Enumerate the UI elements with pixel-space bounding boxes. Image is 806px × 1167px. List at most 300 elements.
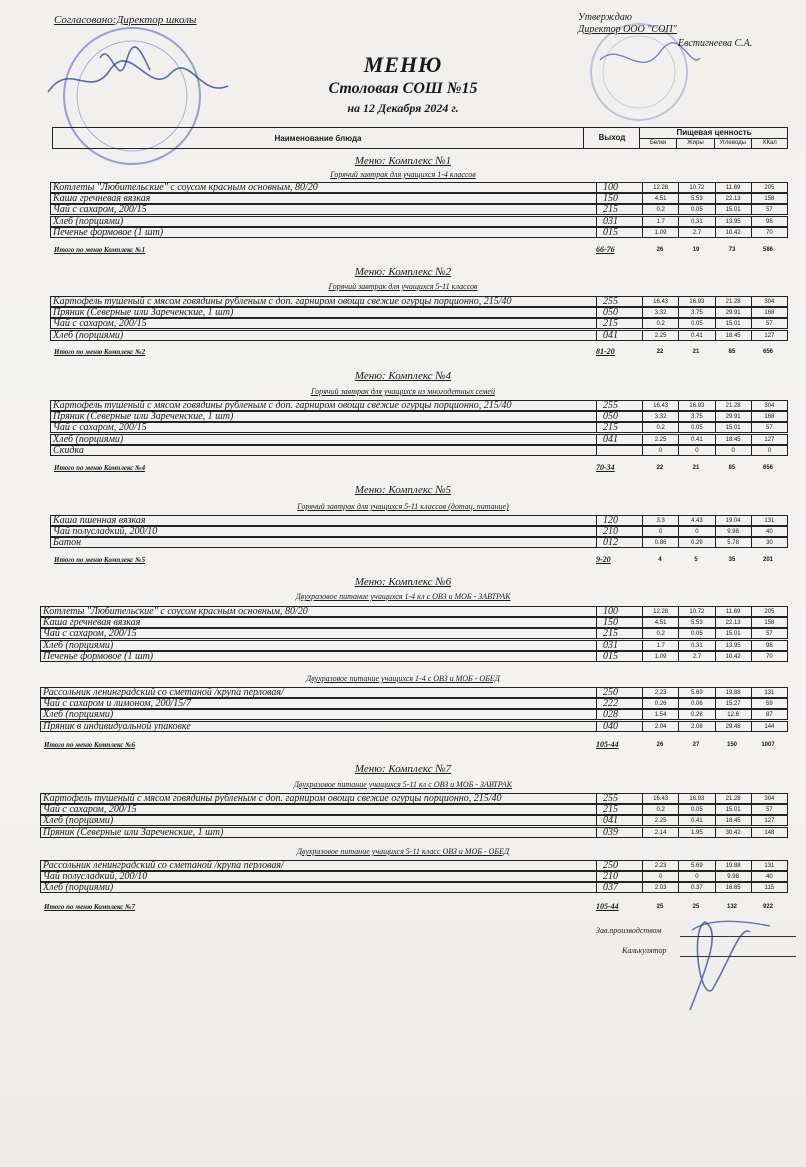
value-protein: 16.43 bbox=[643, 401, 679, 410]
col-protein: Белки bbox=[640, 139, 677, 148]
value-carbs: 13.95 bbox=[716, 217, 752, 226]
complex-title: Меню: Комплекс №7 bbox=[354, 763, 452, 775]
total-kcal: 656 bbox=[762, 349, 773, 355]
total-label: Итого по меню Комплекс №6 bbox=[44, 741, 136, 749]
total-protein: 22 bbox=[656, 349, 664, 355]
total-carbs: 73 bbox=[728, 247, 736, 253]
value-carbs: 11.69 bbox=[716, 183, 752, 192]
dish-output: 041 bbox=[596, 434, 643, 445]
value-kcal: 96 bbox=[766, 218, 773, 225]
value-kcal: 304 bbox=[764, 796, 775, 802]
dish-nutrition bbox=[642, 526, 788, 537]
dish-output: 031 bbox=[596, 216, 643, 227]
value-fat: 0.05 bbox=[679, 805, 715, 814]
value-kcal: 87 bbox=[766, 712, 773, 719]
value-fat: 0.41 bbox=[679, 435, 715, 444]
total-fat: 21 bbox=[692, 349, 700, 355]
value-kcal: 70 bbox=[766, 229, 773, 236]
value-carbs: 22.13 bbox=[716, 618, 752, 627]
dish-name: Котлеты "Любительские" с соусом красным основным, 80/20 bbox=[40, 606, 597, 617]
dish-output: 039 bbox=[596, 827, 643, 838]
value-protein: 1.09 bbox=[643, 652, 679, 661]
col-value-title: Пищевая ценность bbox=[640, 128, 788, 139]
dish-output: 150 bbox=[596, 617, 643, 628]
table-row bbox=[50, 526, 786, 536]
dish-name: Хлеб (порциями) bbox=[50, 216, 597, 227]
value-kcal: 304 bbox=[764, 299, 775, 305]
value-kcal: 168 bbox=[764, 414, 775, 421]
table-row bbox=[50, 330, 786, 340]
table-row bbox=[40, 721, 786, 731]
value-kcal: 127 bbox=[764, 818, 775, 825]
value-protein: 0.2 bbox=[643, 205, 679, 214]
dish-name: Чай с сахаром, 200/15 bbox=[50, 204, 597, 215]
dish-name: Печенье формовое (1 шт) bbox=[50, 227, 597, 238]
dish-output: 215 bbox=[596, 318, 643, 329]
value-fat: 0.28 bbox=[679, 710, 715, 719]
value-protein: 0.2 bbox=[643, 319, 679, 328]
dish-output: 100 bbox=[596, 606, 643, 617]
value-protein: 2.25 bbox=[643, 331, 679, 340]
total-carbs: 85 bbox=[728, 349, 736, 355]
sig-line-head bbox=[680, 936, 796, 937]
table-row bbox=[40, 793, 786, 803]
total-label: Итого по меню Комплекс №4 bbox=[54, 464, 146, 472]
value-carbs: 15.01 bbox=[716, 205, 752, 214]
total-label: Итого по меню Комплекс №2 bbox=[54, 348, 146, 356]
total-fat: 25 bbox=[692, 904, 700, 910]
value-carbs: 15.01 bbox=[716, 319, 752, 328]
value-kcal: 70 bbox=[766, 653, 773, 660]
value-carbs: 15.01 bbox=[716, 423, 752, 432]
value-fat: 16.93 bbox=[679, 401, 715, 410]
dish-name: Чай полусладкий, 200/10 bbox=[50, 526, 597, 537]
total-fat: 27 bbox=[692, 742, 700, 748]
dish-name: Пряник (Северные или Зареченские, 1 шт) bbox=[50, 411, 597, 422]
total-nutrition bbox=[642, 347, 786, 357]
dish-name: Пряник (Северные или Зареченские, 1 шт) bbox=[40, 827, 597, 838]
value-protein: 1.09 bbox=[643, 228, 679, 237]
value-fat: 0.31 bbox=[679, 217, 715, 226]
table-row bbox=[50, 422, 786, 432]
dish-output: 250 bbox=[596, 687, 643, 698]
total-output: 105-44 bbox=[596, 740, 619, 749]
table-row bbox=[40, 860, 786, 870]
value-carbs: 21.28 bbox=[716, 297, 752, 306]
dish-name: Каша гречневая вязкая bbox=[50, 193, 597, 204]
value-carbs: 15.01 bbox=[716, 805, 752, 814]
value-fat: 10.72 bbox=[679, 607, 715, 616]
value-fat: 0.05 bbox=[679, 205, 715, 214]
table-row bbox=[40, 628, 786, 638]
value-fat: 5.53 bbox=[679, 194, 715, 203]
dish-nutrition bbox=[642, 537, 788, 548]
total-kcal: 201 bbox=[762, 557, 773, 563]
value-fat: 0.06 bbox=[679, 699, 715, 708]
dish-output: 250 bbox=[596, 860, 643, 871]
total-output: 9-20 bbox=[596, 555, 611, 564]
menu-date: на 12 Декабря 2024 г. bbox=[347, 101, 459, 115]
dish-nutrition bbox=[642, 721, 788, 732]
total-protein: 4 bbox=[658, 557, 662, 563]
value-fat: 2.7 bbox=[679, 228, 715, 237]
value-kcal: 115 bbox=[764, 885, 775, 892]
dish-nutrition bbox=[642, 307, 788, 318]
value-protein: 2.04 bbox=[643, 722, 679, 731]
dish-name: Каша гречневая вязкая bbox=[40, 617, 597, 628]
value-kcal: 57 bbox=[766, 425, 773, 432]
col-carbs: Углеводы bbox=[715, 139, 752, 148]
value-fat: 2.7 bbox=[679, 652, 715, 661]
value-protein: 2.23 bbox=[643, 688, 679, 697]
value-fat: 10.72 bbox=[679, 183, 715, 192]
dish-nutrition bbox=[642, 687, 788, 698]
dish-output: 040 bbox=[596, 721, 643, 732]
dish-name: Хлеб (порциями) bbox=[50, 434, 597, 445]
total-fat: 21 bbox=[692, 465, 700, 471]
total-fat: 19 bbox=[692, 247, 700, 253]
complex-total bbox=[44, 740, 786, 750]
dish-nutrition bbox=[642, 651, 788, 662]
table-row bbox=[50, 515, 786, 525]
total-label: Итого по меню Комплекс №7 bbox=[44, 903, 136, 911]
dish-name: Печенье формовое (1 шт) bbox=[40, 651, 597, 662]
value-protein: 2.25 bbox=[643, 435, 679, 444]
dish-output: 037 bbox=[596, 882, 643, 893]
complex-total bbox=[54, 555, 786, 565]
dish-output bbox=[596, 445, 643, 456]
value-kcal: 40 bbox=[766, 874, 773, 881]
complex-title: Меню: Комплекс №5 bbox=[354, 484, 452, 496]
table-row bbox=[50, 193, 786, 203]
dish-output: 215 bbox=[596, 422, 643, 433]
value-protein: 0.86 bbox=[643, 538, 679, 547]
value-fat: 0.05 bbox=[679, 629, 715, 638]
dish-name: Пряник в индивидуальной упаковке bbox=[40, 721, 597, 732]
value-kcal: 127 bbox=[764, 436, 775, 443]
value-kcal: 57 bbox=[766, 207, 773, 214]
value-kcal: 148 bbox=[764, 829, 775, 836]
sig-head: Зав.производством bbox=[596, 926, 662, 935]
dish-name: Хлеб (порциями) bbox=[40, 815, 597, 826]
value-carbs: 13.95 bbox=[716, 641, 752, 650]
value-fat: 16.93 bbox=[679, 297, 715, 306]
dish-name: Картофель тушеный с мясом говядины рубленым с доп. гарниром овощи свежие огурцы порционно, 215/40 bbox=[40, 793, 597, 804]
table-row bbox=[40, 687, 786, 697]
value-kcal: 57 bbox=[766, 321, 773, 328]
value-carbs: 18.45 bbox=[716, 331, 752, 340]
value-fat: 0.41 bbox=[679, 816, 715, 825]
value-kcal: 304 bbox=[764, 403, 775, 409]
value-carbs: 15.27 bbox=[716, 699, 752, 708]
total-nutrition bbox=[642, 902, 786, 912]
table-row bbox=[50, 318, 786, 328]
value-carbs: 21.28 bbox=[716, 401, 752, 410]
section-subtitle: Двухразовое питание учащихся 5-11 класс ОВЗ и МОБ - ОБЕД bbox=[296, 847, 510, 856]
value-protein: 2.14 bbox=[643, 828, 679, 837]
total-carbs: 85 bbox=[728, 465, 736, 471]
complex-title: Меню: Комплекс №2 bbox=[354, 266, 452, 278]
total-kcal: 922 bbox=[762, 904, 773, 910]
total-output: 66-76 bbox=[596, 245, 615, 254]
value-carbs: 9.98 bbox=[716, 872, 752, 881]
dish-nutrition bbox=[642, 227, 788, 238]
value-carbs: 0 bbox=[716, 446, 752, 455]
table-row bbox=[50, 182, 786, 192]
value-protein: 16.43 bbox=[643, 794, 679, 803]
value-fat: 2.08 bbox=[679, 722, 715, 731]
value-carbs: 10.42 bbox=[716, 652, 752, 661]
complex-title: Меню: Комплекс №1 bbox=[354, 155, 452, 167]
complex-title: Меню: Комплекс №6 bbox=[354, 576, 452, 588]
dish-nutrition bbox=[642, 400, 788, 411]
value-fat: 5.53 bbox=[679, 618, 715, 627]
dish-name: Рассольник ленинградский со сметаной /крупа перловая/ bbox=[40, 860, 597, 871]
col-value-subs bbox=[640, 139, 788, 148]
table-row bbox=[50, 445, 786, 455]
value-protein: 3.32 bbox=[643, 412, 679, 421]
value-fat: 0 bbox=[679, 527, 715, 536]
table-row bbox=[50, 204, 786, 214]
total-output: 81-20 bbox=[596, 347, 615, 356]
dish-nutrition bbox=[642, 709, 788, 720]
total-label: Итого по меню Комплекс №5 bbox=[54, 556, 146, 564]
value-carbs: 29.48 bbox=[716, 722, 752, 731]
total-carbs: 35 bbox=[728, 557, 736, 563]
table-row bbox=[40, 617, 786, 627]
total-protein: 26 bbox=[656, 742, 664, 748]
dish-nutrition bbox=[642, 445, 788, 456]
value-fat: 4.43 bbox=[679, 516, 715, 525]
dish-nutrition bbox=[642, 804, 788, 815]
dish-nutrition bbox=[642, 422, 788, 433]
value-protein: 3.3 bbox=[643, 516, 679, 525]
value-protein: 12.28 bbox=[643, 607, 679, 616]
dish-output: 222 bbox=[596, 698, 643, 709]
value-kcal: 131 bbox=[764, 863, 775, 869]
value-fat: 0.05 bbox=[679, 423, 715, 432]
value-carbs: 29.91 bbox=[716, 308, 752, 317]
table-row bbox=[50, 296, 786, 306]
total-kcal: 586 bbox=[762, 247, 773, 253]
table-row bbox=[40, 882, 786, 892]
value-carbs: 5.78 bbox=[716, 538, 752, 547]
dish-nutrition bbox=[642, 827, 788, 838]
value-protein: 2.23 bbox=[643, 861, 679, 870]
table-row bbox=[40, 815, 786, 825]
dish-output: 210 bbox=[596, 526, 643, 537]
table-row bbox=[40, 871, 786, 881]
dish-nutrition bbox=[642, 411, 788, 422]
dish-name: Чай с сахаром и лимоном, 200/15/7 bbox=[40, 698, 597, 709]
table-row bbox=[50, 537, 786, 547]
value-kcal: 144 bbox=[764, 723, 775, 730]
dish-output: 050 bbox=[596, 307, 643, 318]
value-carbs: 15.01 bbox=[716, 629, 752, 638]
dish-nutrition bbox=[642, 606, 788, 617]
table-row bbox=[40, 606, 786, 616]
dish-name: Батон bbox=[50, 537, 597, 548]
total-kcal: 656 bbox=[762, 465, 773, 471]
table-header bbox=[52, 127, 788, 149]
value-carbs: 11.69 bbox=[716, 607, 752, 616]
complex-total bbox=[54, 463, 786, 473]
total-carbs: 132 bbox=[726, 904, 737, 910]
value-carbs: 9.98 bbox=[716, 527, 752, 536]
approved-left: Согласовано:Директор школы bbox=[54, 14, 197, 26]
total-protein: 26 bbox=[656, 247, 664, 253]
value-fat: 0.31 bbox=[679, 641, 715, 650]
dish-output: 041 bbox=[596, 330, 643, 341]
table-row bbox=[50, 434, 786, 444]
value-kcal: 127 bbox=[764, 332, 775, 339]
dish-nutrition bbox=[642, 628, 788, 639]
dish-name: Скидка bbox=[50, 445, 597, 456]
total-fat: 5 bbox=[694, 557, 698, 563]
dish-name: Хлеб (порциями) bbox=[50, 330, 597, 341]
dish-nutrition bbox=[642, 330, 788, 341]
value-carbs: 22.13 bbox=[716, 194, 752, 203]
dish-name: Чай с сахаром, 200/15 bbox=[50, 422, 597, 433]
value-kcal: 96 bbox=[766, 642, 773, 649]
dish-nutrition bbox=[642, 296, 788, 307]
total-nutrition bbox=[642, 740, 786, 750]
dish-nutrition bbox=[642, 871, 788, 882]
dish-name: Пряник (Северные или Зареченские, 1 шт) bbox=[50, 307, 597, 318]
total-protein: 25 bbox=[656, 904, 664, 910]
dish-name: Чай полусладкий, 200/10 bbox=[40, 871, 597, 882]
dish-name: Котлеты "Любительские" с соусом красным основным, 80/20 bbox=[50, 182, 597, 193]
dish-nutrition bbox=[642, 318, 788, 329]
value-kcal: 131 bbox=[764, 518, 775, 524]
dish-output: 150 bbox=[596, 193, 643, 204]
table-row bbox=[50, 216, 786, 226]
section-subtitle: Двухразовое питание учащихся 1-4 кл с ОВЗ и МОБ - ЗАВТРАК bbox=[295, 592, 511, 601]
dish-output: 031 bbox=[596, 640, 643, 651]
value-fat: 0.37 bbox=[679, 883, 715, 892]
value-protein: 1.54 bbox=[643, 710, 679, 719]
col-value bbox=[639, 128, 788, 148]
value-kcal: 57 bbox=[766, 631, 773, 638]
dish-name: Хлеб (порциями) bbox=[40, 882, 597, 893]
dish-output: 255 bbox=[596, 793, 643, 804]
value-fat: 0.41 bbox=[679, 331, 715, 340]
dish-nutrition bbox=[642, 216, 788, 227]
complex-total bbox=[54, 245, 786, 255]
value-protein: 16.43 bbox=[643, 297, 679, 306]
total-nutrition bbox=[642, 245, 786, 255]
value-fat: 3.75 bbox=[679, 308, 715, 317]
dish-name: Каша пшенная вязкая bbox=[50, 515, 597, 526]
dish-name: Рассольник ленинградский со сметаной /крупа перловая/ bbox=[40, 687, 597, 698]
section-subtitle: Горячий завтрак для учащихся 5-11 классов (дотац. питание) bbox=[297, 502, 509, 511]
complex-total bbox=[44, 902, 786, 912]
value-kcal: 205 bbox=[764, 185, 775, 191]
value-protein: 0 bbox=[643, 872, 679, 881]
dish-output: 050 bbox=[596, 411, 643, 422]
value-protein: 12.28 bbox=[643, 183, 679, 192]
approved-right-line2: Директор ООО "СОП" bbox=[578, 24, 677, 35]
total-output: 70-34 bbox=[596, 463, 615, 472]
value-kcal: 168 bbox=[764, 310, 775, 317]
dish-output: 215 bbox=[596, 204, 643, 215]
dish-nutrition bbox=[642, 204, 788, 215]
dish-name: Хлеб (порциями) bbox=[40, 709, 597, 720]
value-protein: 1.7 bbox=[643, 641, 679, 650]
table-row bbox=[40, 698, 786, 708]
table-row bbox=[50, 227, 786, 237]
approved-right-name: Евстигнеева С.А. bbox=[678, 38, 753, 49]
dish-name: Чай с сахаром, 200/15 bbox=[50, 318, 597, 329]
value-fat: 0.05 bbox=[679, 319, 715, 328]
dish-output: 255 bbox=[596, 296, 643, 307]
approved-right-line1: Утверждаю bbox=[578, 12, 632, 23]
school-name: Столовая СОШ №15 bbox=[328, 80, 478, 97]
value-carbs: 21.28 bbox=[716, 794, 752, 803]
value-fat: 0.29 bbox=[679, 538, 715, 547]
col-kcal: ККал bbox=[762, 140, 777, 146]
total-nutrition bbox=[642, 463, 786, 473]
table-row bbox=[40, 804, 786, 814]
value-protein: 0.2 bbox=[643, 629, 679, 638]
dish-nutrition bbox=[642, 698, 788, 709]
approved-right bbox=[578, 12, 753, 49]
value-carbs: 18.45 bbox=[716, 435, 752, 444]
value-protein: 2.03 bbox=[643, 883, 679, 892]
dish-nutrition bbox=[642, 182, 788, 193]
value-fat: 1.95 bbox=[679, 828, 715, 837]
value-fat: 3.75 bbox=[679, 412, 715, 421]
value-fat: 0 bbox=[679, 872, 715, 881]
value-fat: 5.69 bbox=[679, 688, 715, 697]
table-row bbox=[50, 400, 786, 410]
dish-nutrition bbox=[642, 640, 788, 651]
dish-output: 015 bbox=[596, 651, 643, 662]
value-kcal: 57 bbox=[766, 807, 773, 814]
value-carbs: 19.04 bbox=[716, 516, 752, 525]
value-fat: 16.93 bbox=[679, 794, 715, 803]
dish-name: Чай с сахаром, 200/15 bbox=[40, 628, 597, 639]
col-name: Наименование блюда bbox=[274, 134, 362, 143]
complex-total bbox=[54, 347, 786, 357]
dish-nutrition bbox=[642, 793, 788, 804]
dish-output: 120 bbox=[596, 515, 643, 526]
sig-calc: Калькулятор bbox=[622, 946, 667, 955]
dish-nutrition bbox=[642, 860, 788, 871]
value-carbs: 18.45 bbox=[716, 816, 752, 825]
value-protein: 1.7 bbox=[643, 217, 679, 226]
value-carbs: 12.6 bbox=[716, 710, 752, 719]
table-row bbox=[40, 651, 786, 661]
dish-nutrition bbox=[642, 882, 788, 893]
total-nutrition bbox=[642, 555, 786, 565]
section-subtitle: Горячий завтрак для учащихся из многодетных семей bbox=[311, 387, 495, 396]
value-carbs: 10.42 bbox=[716, 228, 752, 237]
value-kcal: 131 bbox=[764, 690, 775, 696]
value-carbs: 30.42 bbox=[716, 828, 752, 837]
value-kcal: 205 bbox=[764, 609, 775, 615]
value-kcal: 30 bbox=[766, 540, 773, 547]
value-protein: 2.25 bbox=[643, 816, 679, 825]
section-subtitle: Двухразовое питание учащихся 5-11 кл с ОВЗ и МОБ - ЗАВТРАК bbox=[293, 780, 513, 789]
table-row bbox=[50, 411, 786, 421]
value-protein: 4.51 bbox=[643, 194, 679, 203]
value-protein: 0 bbox=[643, 446, 679, 455]
table-row bbox=[40, 709, 786, 719]
value-kcal: 158 bbox=[764, 196, 775, 203]
value-carbs: 29.91 bbox=[716, 412, 752, 421]
dish-nutrition bbox=[642, 434, 788, 445]
